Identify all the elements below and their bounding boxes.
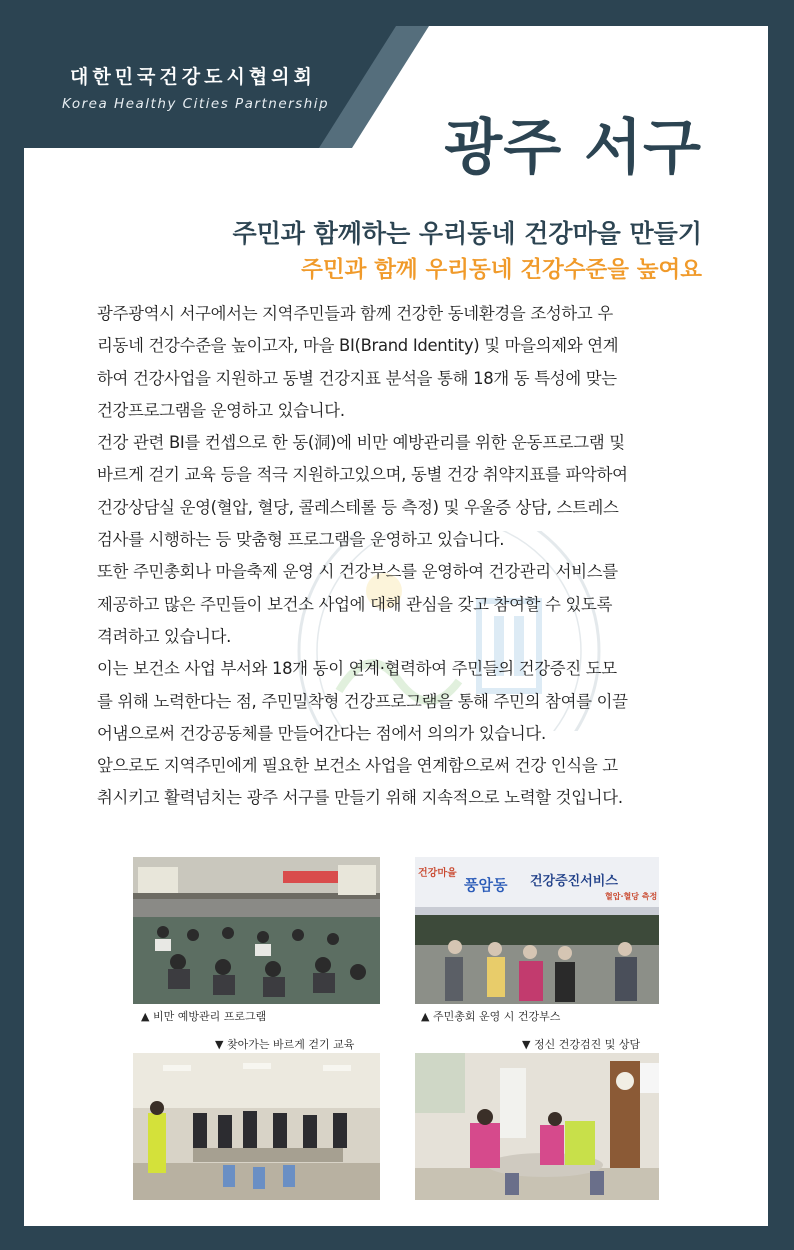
body-line: 하여 건강사업을 지원하고 동별 건강지표 분석을 통해 18개 동 특성에 맞는 (97, 368, 617, 388)
booth-banner-small: 건강마을 (418, 868, 457, 879)
body-line: 리동네 건강수준을 높이고자, 마을 BI(Brand Identity) 및 마을의제와 연계 (97, 336, 619, 356)
body-line: 앞으로도 지역주민에게 필요한 보건소 사업을 연계함으로써 건강 인식을 고 (97, 756, 618, 776)
caption-mental-health: ▼ 정신 건강검진 및 상담 (522, 1038, 641, 1051)
org-name: 대한민국건강도시협의회 (70, 66, 316, 88)
body-line: 어냄으로써 건강공동체를 만들어간다는 점에서 의의가 있습니다. (97, 723, 546, 743)
body-line: 건강 관련 BI를 컨셉으로 한 동(洞)에 비만 예방관리를 위한 운동프로그램 및 (97, 433, 625, 453)
photo-obesity-program (133, 857, 380, 1004)
org-name-english: Korea Healthy Cities Partnership (62, 96, 330, 112)
page-title: 광주 서구 (444, 113, 702, 183)
body-line: 이는 보건소 사업 부서와 18개 동이 연계·협력하여 주민들의 건강증진 도모 (97, 659, 617, 679)
photo-mental-health (415, 1053, 659, 1200)
body-line: 또한 주민총회나 마을축제 운영 시 건강부스를 운영하여 건강관리 서비스를 (97, 562, 618, 582)
body-line: 제공하고 많은 주민들이 보건소 사업에 대해 관심을 갖고 참여할 수 있도록 (97, 594, 613, 614)
body-line: 취시키고 활력넘치는 광주 서구를 만들기 위해 지속적으로 노력할 것입니다. (97, 788, 623, 808)
body-line: 건강프로그램을 운영하고 있습니다. (97, 400, 345, 420)
body-line: 광주광역시 서구에서는 지역주민들과 함께 건강한 동네환경을 조성하고 우 (97, 304, 613, 323)
caption-walking-education: ▼ 찾아가는 바르게 걷기 교육 (215, 1038, 355, 1051)
caption-obesity-program: ▲ 비만 예방관리 프로그램 (141, 1010, 267, 1023)
booth-banner-right-small: 혈압·혈당 측정 (605, 892, 658, 901)
body-text (97, 298, 747, 815)
body-line: 를 위해 노력한다는 점, 주민밀착형 건강프로그램을 통해 주민의 참여를 이끌 (97, 691, 628, 711)
poster-page (24, 26, 768, 1226)
body-line: 바르게 걷기 교육 등을 적극 지원하고있으며, 동별 건강 취약지표를 파악하여 (97, 465, 628, 485)
booth-banner-right: 건강증진서비스 (530, 874, 618, 889)
booth-banner-left: 풍암동 (464, 876, 508, 894)
body-line: 건강상담실 운영(혈압, 혈당, 콜레스테롤 등 측정) 및 우울증 상담, 스트레스 (97, 497, 619, 517)
photo-walking-education (133, 1053, 380, 1200)
page-subtitle-accent: 주민과 함께 우리동네 건강수준을 높여요 (301, 257, 702, 283)
page-subtitle: 주민과 함께하는 우리동네 건강마을 만들기 (232, 219, 702, 248)
body-line: 격려하고 있습니다. (97, 626, 232, 646)
body-line: 검사를 시행하는 등 맞춤형 프로그램을 운영하고 있습니다. (97, 530, 505, 550)
caption-health-booth: ▲ 주민총회 운영 시 건강부스 (421, 1010, 561, 1023)
